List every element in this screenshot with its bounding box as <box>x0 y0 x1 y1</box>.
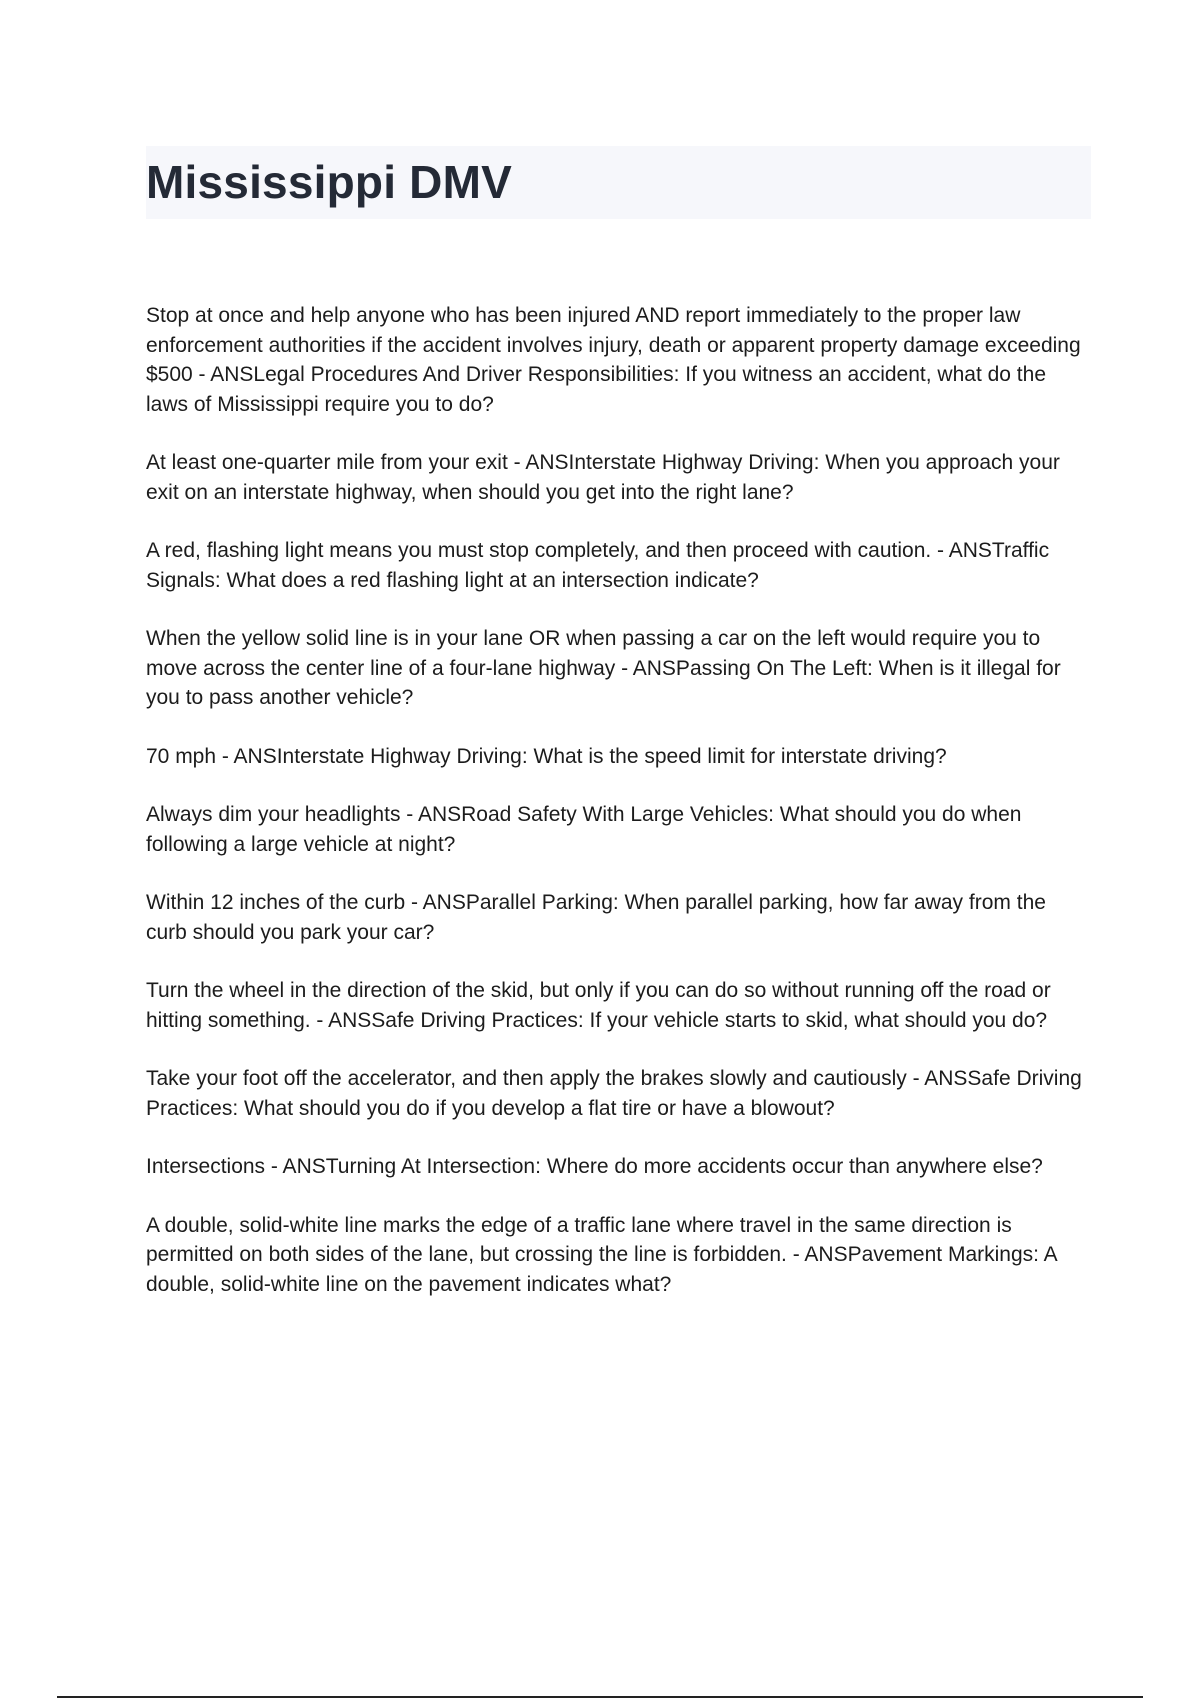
qa-item: When the yellow solid line is in your lane OR when passing a car on the left would require you to move across the center line of a four-lane highway - ANSPassing On The Left: When is it illegal for you to pass another vehicle? <box>146 627 1061 709</box>
qa-item: Intersections - ANSTurning At Intersection: Where do more accidents occur than anywhere else? <box>146 1155 1043 1178</box>
qa-item: A red, flashing light means you must stop completely, and then proceed with caution. - ANSTraffic Signals: What does a red flashing light at an intersection indicate? <box>146 539 1050 592</box>
qa-item: Stop at once and help anyone who has been injured AND report immediately to the proper law enforcement authorities if the accident involves injury, death or apparent property damage exceeding $500 - ANSLegal Procedures And Driver Responsibilities: If you witness an accident, what do the laws of Mississippi require you to do? <box>146 304 1081 416</box>
qa-item: Take your foot off the accelerator, and then apply the brakes slowly and cautiously - ANSSafe Driving Practices: What should you do if you develop a flat tire or have a blowout? <box>146 1067 1082 1120</box>
page-title: Mississippi DMV <box>146 156 512 208</box>
qa-item: Within 12 inches of the curb - ANSParallel Parking: When parallel parking, how far away from the curb should you park your car? <box>146 891 1046 944</box>
qa-list <box>146 301 1091 1328</box>
qa-item: At least one-quarter mile from your exit - ANSInterstate Highway Driving: When you approach your exit on an interstate highway, when should you get into the right lane? <box>146 451 1060 504</box>
qa-item: 70 mph - ANSInterstate Highway Driving: What is the speed limit for interstate driving? <box>146 744 947 768</box>
qa-item: Always dim your headlights - ANSRoad Safety With Large Vehicles: What should you do when following a large vehicle at night? <box>146 803 1022 856</box>
qa-item: Turn the wheel in the direction of the skid, but only if you can do so without running off the road or hitting something. - ANSSafe Driving Practices: If your vehicle starts to skid, what should you do? <box>146 979 1051 1032</box>
qa-item: A double, solid-white line marks the edge of a traffic lane where travel in the same direction is permitted on both sides of the lane, but crossing the line is forbidden. - ANSPavement Markings: A double, solid-white line on the pavement indicates what? <box>146 1213 1057 1296</box>
footer-divider <box>57 1696 1143 1698</box>
title-band <box>146 146 1091 219</box>
